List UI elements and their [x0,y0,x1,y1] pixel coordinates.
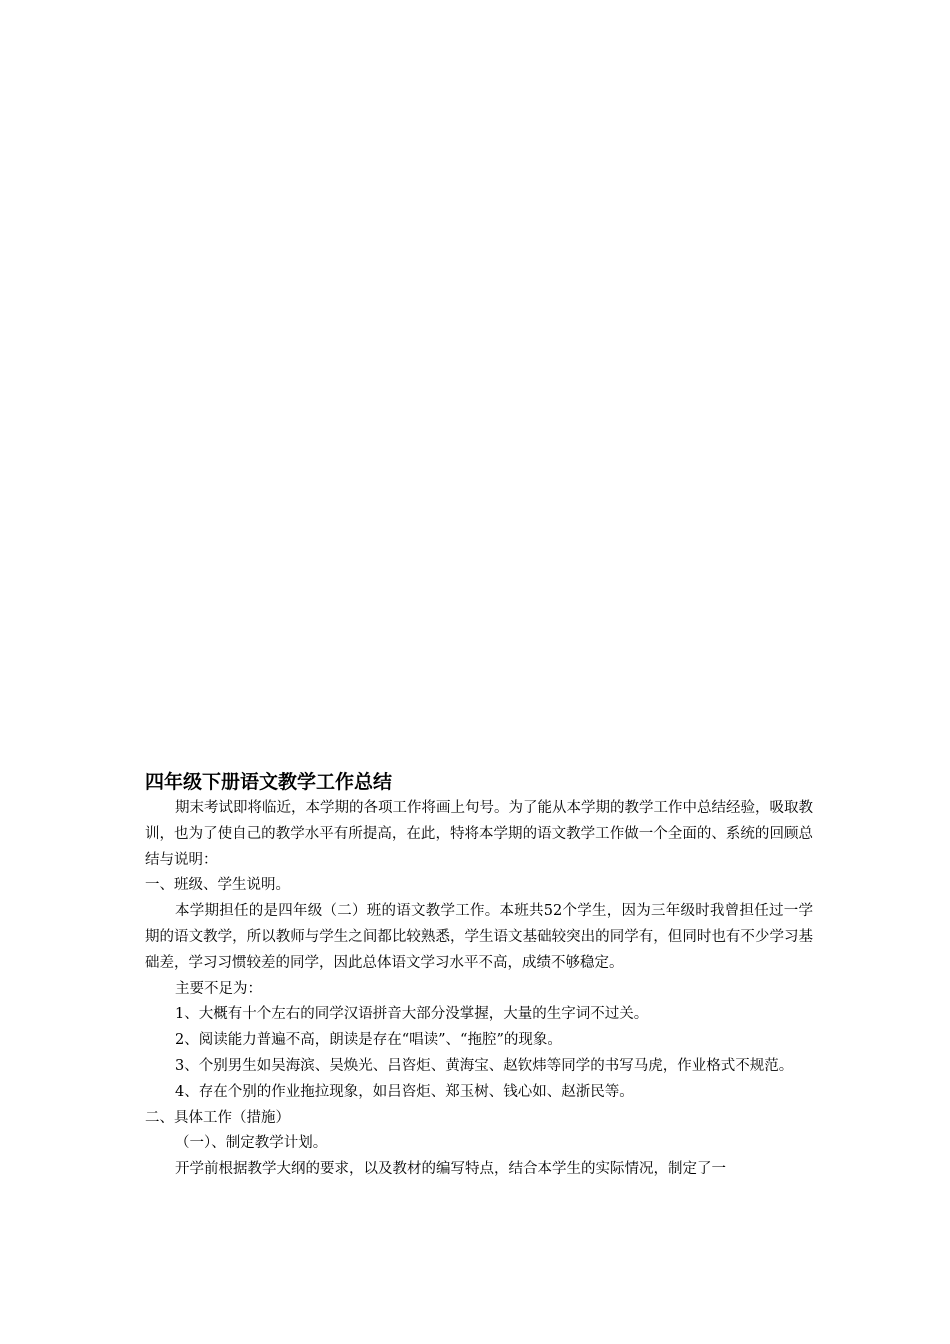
shortcoming-item-4: 4、存在个别的作业拖拉现象，如吕咨炬、郑玉树、钱心如、赵浙民等。 [175,1083,634,1100]
shortcoming-item-1: 1、大概有十个左右的同学汉语拼音大部分没掌握，大量的生字词不过关。 [175,1006,649,1023]
subsection-1-paragraph: 开学前根据教学大纲的要求，以及教材的编写特点，结合本学生的实际情况，制定了一 [175,1161,726,1178]
subsection-1-heading: （一）、制定教学计划。 [175,1135,328,1152]
shortcoming-item-2: 2、阅读能力普遍不高，朗读是存在“唱读”、“拖腔”的现象。 [175,1032,562,1049]
document-body [145,768,813,1183]
section-2-heading: 二、具体工作（措施） [145,1109,290,1126]
document-title: 四年级下册语文教学工作总结 [145,771,393,793]
shortcoming-item-3: 3、个别男生如吴海滨、吴焕光、吕咨炬、黄海宝、赵钦炜等同学的书写马虎，作业格式不规范。 [175,1057,794,1074]
section-1-paragraph: 本学期担任的是四年级（二）班的语文教学工作。本班共52个学生，因为三年级时我曾担任过一学期的语文教学，所以教师与学生之间都比较熟悉，学生语文基础较突出的同学有，但同时也有不少学习基础差，学习习惯较差的同学，因此总体语文学习水平不高，成绩不够稳定。 [145,903,813,971]
shortcomings-heading: 主要不足为： [175,980,262,997]
intro-paragraph: 期末考试即将临近，本学期的各项工作将画上句号。为了能从本学期的教学工作中总结经验，吸取教训，也为了使自己的教学水平有所提高，在此，特将本学期的语文教学工作做一个全面的、系统的回顾总结与说明： [145,800,813,868]
section-1-heading: 一、班级、学生说明。 [145,877,290,894]
